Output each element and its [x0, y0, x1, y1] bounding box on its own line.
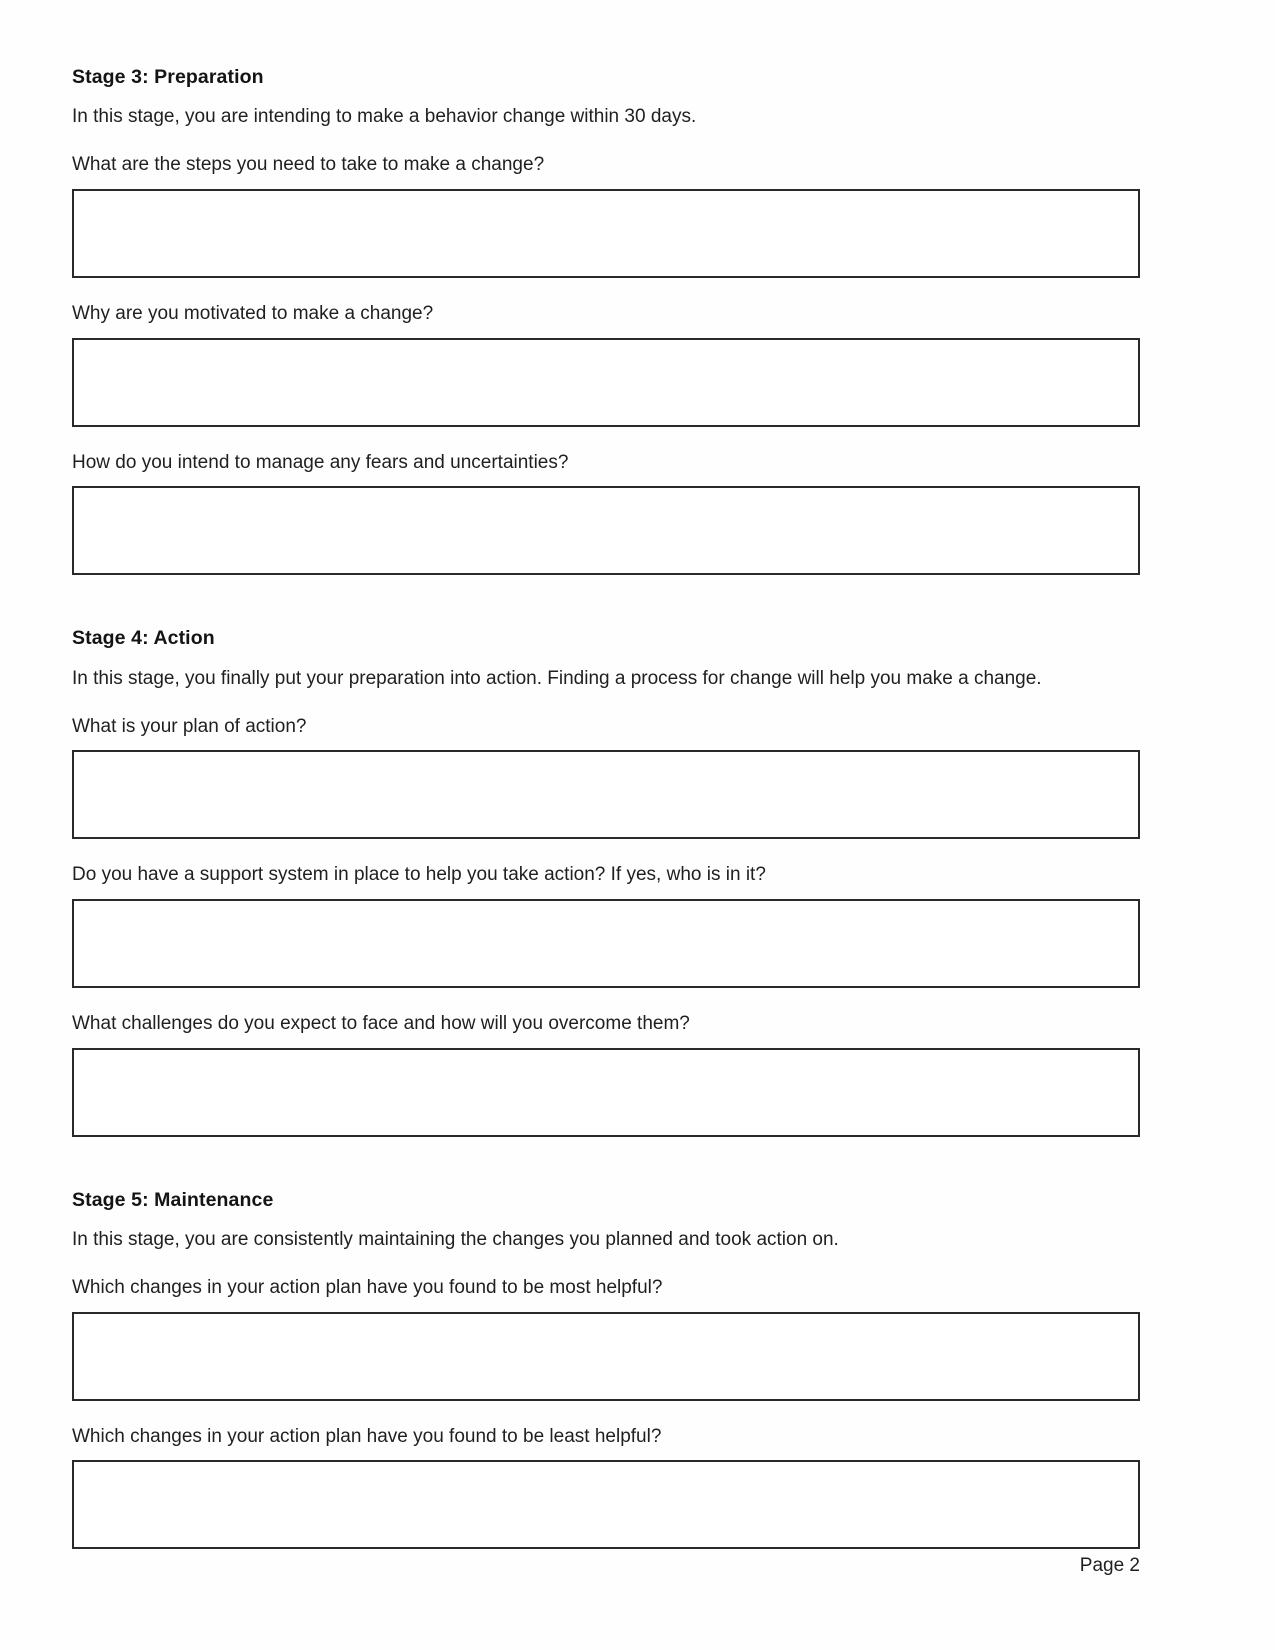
section-stage-4	[72, 627, 1140, 1136]
answer-box-most-helpful[interactable]	[72, 1312, 1140, 1401]
page-number: Page 2	[1079, 1555, 1140, 1577]
question-block	[72, 715, 1140, 840]
question-block	[72, 1012, 1140, 1137]
stage-heading: Stage 4: Action	[72, 627, 215, 650]
answer-box-plan-of-action[interactable]	[72, 750, 1140, 839]
question-label: How do you intend to manage any fears and uncertainties?	[72, 451, 569, 473]
question-label: Which changes in your action plan have you found to be least helpful?	[72, 1425, 662, 1447]
page-footer	[72, 1555, 1140, 1578]
answer-box-least-helpful[interactable]	[72, 1460, 1140, 1549]
question-label: What challenges do you expect to face and how will you overcome them?	[72, 1013, 690, 1035]
question-block	[72, 451, 1140, 576]
question-label: What are the steps you need to take to make a change?	[72, 154, 545, 176]
answer-box-motivation[interactable]	[72, 338, 1140, 427]
answer-box-challenges[interactable]	[72, 1048, 1140, 1137]
question-label: Do you have a support system in place to help you take action? If yes, who is in it?	[72, 864, 766, 886]
question-label: Which changes in your action plan have you found to be most helpful?	[72, 1276, 663, 1298]
question-label: What is your plan of action?	[72, 715, 307, 737]
question-block	[72, 1425, 1140, 1550]
answer-box-fears-uncertainties[interactable]	[72, 486, 1140, 575]
stage-heading: Stage 3: Preparation	[72, 66, 264, 88]
question-block	[72, 863, 1140, 988]
answer-box-support-system[interactable]	[72, 899, 1140, 988]
question-label: Why are you motivated to make a change?	[72, 302, 434, 324]
section-stage-5	[72, 1189, 1140, 1550]
stage-heading: Stage 5: Maintenance	[72, 1188, 274, 1211]
question-block	[72, 302, 1140, 427]
section-stage-3	[72, 66, 1140, 575]
stage-intro: In this stage, you are intending to make a behavior change within 30 days.	[72, 106, 697, 128]
question-block	[72, 1276, 1140, 1401]
question-block	[72, 153, 1140, 278]
stage-intro: In this stage, you are consistently maintaining the changes you planned and took action on.	[72, 1229, 839, 1251]
answer-box-steps-to-take[interactable]	[72, 189, 1140, 278]
stage-intro: In this stage, you finally put your preparation into action. Finding a process for change will help you make a change.	[72, 667, 1042, 689]
worksheet-content	[72, 66, 1140, 1549]
